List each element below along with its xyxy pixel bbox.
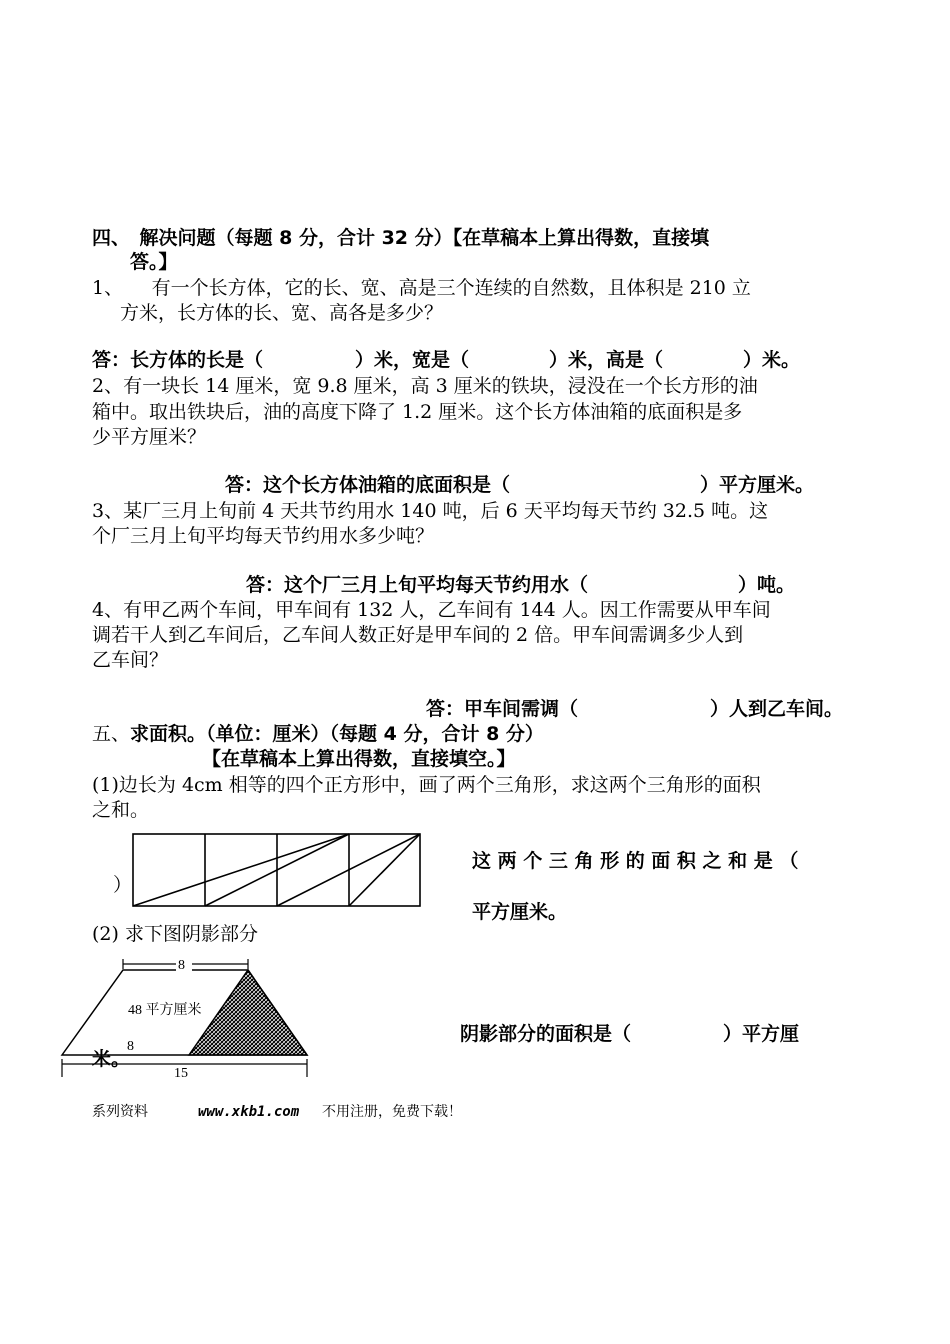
section5-heading: 求面积。（单位：厘米）（每题 4 分，合计 8 分） (130, 723, 544, 745)
q3-text-2: 个厂三月上旬平均每天节约用水多少吨？ (92, 525, 435, 547)
q1-text-1: 1、 有一个长方体，它的长、宽、高是三个连续的自然数，且体积是 210 立 (92, 277, 751, 299)
q4-text-3: 乙车间？ (92, 649, 169, 671)
footer-left: 系列资料 (92, 1104, 148, 1120)
footer-right: 不用注册，免费下载！ (322, 1104, 462, 1120)
q4-answer-b: ）人到乙车间。 (710, 698, 844, 720)
p2-title: (2) 求下图阴影部分 (92, 923, 258, 945)
q4-text-2: 调若干人到乙车间后，乙车间人数正好是甲车间的 2 倍。甲车间需调多少人到 (92, 624, 744, 646)
q2-text-3: 少平方厘米？ (92, 426, 207, 448)
q1-answer-d: ）米。 (743, 349, 801, 371)
label-bottom-15: 15 (174, 1066, 188, 1081)
q2-answer-b: ）平方厘米。 (700, 474, 815, 496)
q1-answer-b: ）米，宽是（ (355, 349, 470, 371)
p1-paren-close: ） (113, 874, 133, 896)
p2-answer-b: ）平方厘 (723, 1023, 800, 1045)
p1-answer-1: 这 两 个 三 角 形 的 面 积 之 和 是 （ (472, 850, 799, 872)
q3-answer-b: ）吨。 (738, 574, 796, 596)
section5-number: 五、 (92, 723, 131, 745)
p1-text-2: 之和。 (92, 799, 150, 821)
label-top-8: 8 (178, 958, 185, 973)
shaded-triangle (189, 970, 307, 1055)
q1-answer-a: 答：长方体的长是（ (92, 349, 264, 371)
section5-subtitle: 【在草稿本上算出得数，直接填空。】 (202, 748, 516, 770)
q1-answer-c: ）米，高是（ (549, 349, 664, 371)
p2-answer-tail: 米。 (92, 1048, 131, 1070)
q2-text-2: 箱中。取出铁块后，油的高度下降了 1.2 厘米。这个长方体油箱的底面积是多 (92, 401, 743, 423)
q4-text-1: 4、有甲乙两个车间，甲车间有 132 人，乙车间有 144 人。因工作需要从甲车间 (92, 599, 771, 621)
q3-text-1: 3、某厂三月上旬前 4 天共节约用水 140 吨，后 6 天平均每天节约 32.5 吨。这 (92, 500, 769, 522)
q1-text-2: 方米，长方体的长、宽、高各是多少？ (120, 302, 444, 324)
p2-answer-a: 阴影部分的面积是（ (460, 1023, 632, 1045)
footer-site: www.xkb1.com (198, 1104, 300, 1120)
label-left-8: 8 (127, 1039, 134, 1054)
p1-answer-2: 平方厘米。 (472, 901, 568, 923)
q4-answer-a: 答：甲车间需调（ (426, 698, 579, 720)
q2-answer-a: 答：这个长方体油箱的底面积是（ (225, 474, 511, 496)
p2-answer (460, 1022, 799, 1046)
q2-text-1: 2、有一块长 14 厘米，宽 9.8 厘米，高 3 厘米的铁块，浸没在一个长方形的油 (92, 375, 758, 397)
section4-title-cont: 答。】 (130, 251, 178, 273)
label-area: 48 平方厘米 (128, 1003, 202, 1018)
section4-title: 四、 解决问题（每题 8 分，合计 32 分）【在草稿本上算出得数，直接填 (92, 227, 710, 249)
q3-answer-a: 答：这个厂三月上旬平均每天节约用水（ (246, 574, 589, 596)
p1-text-1: (1)边长为 4cm 相等的四个正方形中，画了两个三角形，求这两个三角形的面积 (92, 774, 761, 796)
